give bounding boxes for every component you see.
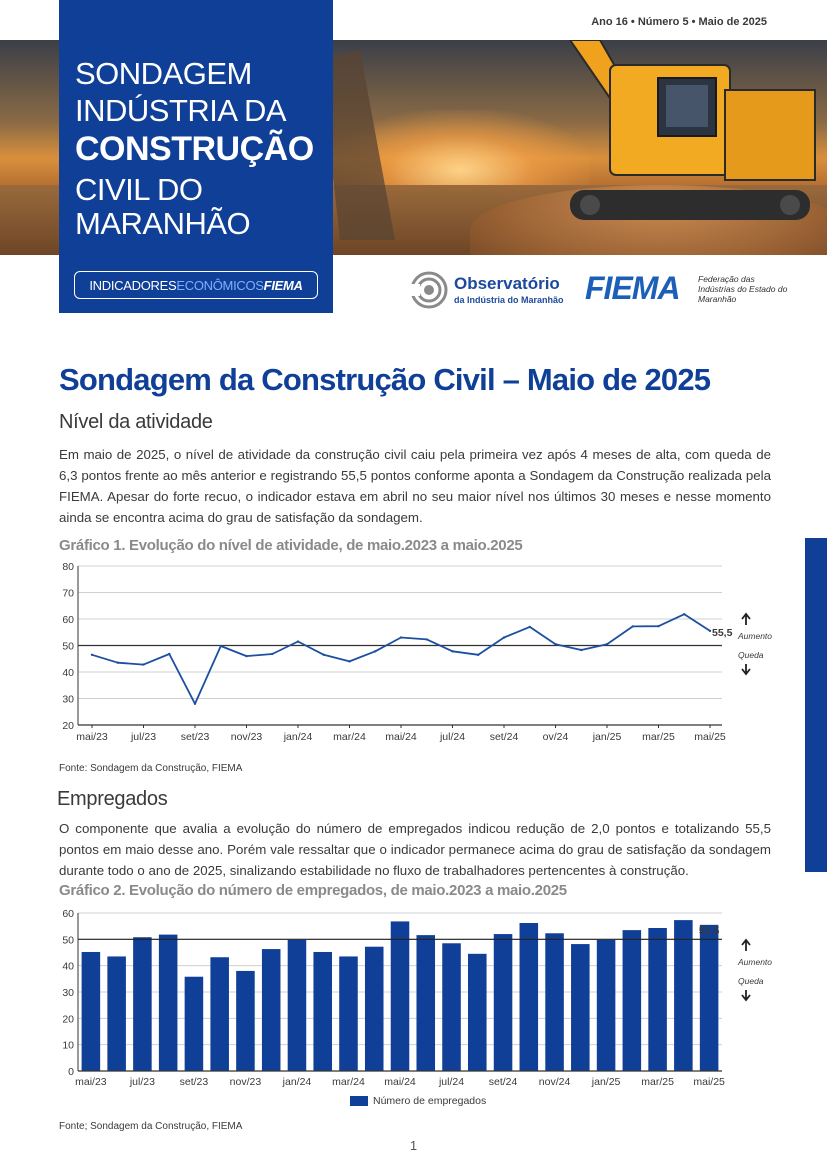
x-tick-label: set/23 xyxy=(180,731,210,743)
employees-bar xyxy=(416,935,435,1071)
x-tick-label: mai/23 xyxy=(76,731,108,743)
data-point xyxy=(451,650,453,652)
y-tick-label: 20 xyxy=(62,720,74,732)
data-point xyxy=(117,662,119,664)
x-tick-label: mar/25 xyxy=(641,1076,674,1088)
arrow-up-icon xyxy=(742,940,750,951)
annotation-up: Aumento xyxy=(738,631,773,641)
employees-bar xyxy=(236,971,255,1071)
x-tick-label: mar/25 xyxy=(642,731,675,743)
annotation-down: Queda xyxy=(738,650,764,660)
fiema-word: FIEMA xyxy=(263,277,303,293)
title-line-4: CIVIL DO xyxy=(75,172,203,207)
data-point xyxy=(245,655,247,657)
employees-bar xyxy=(520,923,539,1071)
chart2-title: Gráfico 2. Evolução do número de empregados, de maio.2023 a maio.2025 xyxy=(59,882,567,899)
indicators-badge xyxy=(74,271,318,299)
employees-bar xyxy=(185,977,204,1071)
employees-bar xyxy=(674,920,693,1071)
y-tick-label: 20 xyxy=(62,1013,74,1026)
chart1-title: Gráfico 1. Evolução do nível de atividade, de maio.2023 a maio.2025 xyxy=(59,537,523,554)
observatorio-name: Observatório xyxy=(454,274,560,293)
arrow-up-icon xyxy=(742,614,750,625)
observatorio-sub: da Indústria do Maranhão xyxy=(454,295,564,305)
employees-bar xyxy=(339,956,358,1071)
employees-bar xyxy=(494,934,513,1071)
x-tick-label: jan/25 xyxy=(592,731,622,743)
paragraph-employees: O componente que avalia a evolução do número de empregados indicou redução de 2,0 pontos e totalizando 55,5 pontos em maio desse ano. Porém vale ressaltar que o indicador permanece acima do grau de satisfação da sondagem durante todo o ano de 2025, sinalizando estabilidade no fluxo de trabalhadores pertencentes à construção. xyxy=(59,821,771,878)
annotation-down: Queda xyxy=(738,976,764,986)
title-line-1: SONDAGEM xyxy=(75,56,252,91)
x-tick-label: jul/24 xyxy=(439,731,466,743)
y-tick-label: 0 xyxy=(68,1066,74,1078)
x-tick-label: mai/25 xyxy=(694,731,726,743)
data-point xyxy=(400,636,402,638)
x-tick-label: jan/24 xyxy=(282,1076,312,1088)
fiema-full-name: Federação das Indústrias do Estado do Maranhão xyxy=(698,274,788,304)
employees-bar xyxy=(288,940,307,1071)
employees-bar xyxy=(391,921,410,1071)
data-point xyxy=(503,636,505,638)
employees-bar xyxy=(468,954,487,1071)
x-tick-label: mar/24 xyxy=(332,1076,365,1088)
data-point xyxy=(709,630,711,632)
chart2-source: Fonte; Sondagem da Construção, FIEMA xyxy=(59,1121,243,1132)
data-point xyxy=(271,653,273,655)
x-tick-label: nov/24 xyxy=(538,1076,571,1088)
employees-bar xyxy=(107,956,126,1071)
data-point xyxy=(632,625,634,627)
data-point xyxy=(426,638,428,640)
y-tick-label: 40 xyxy=(62,667,74,679)
y-tick-label: 30 xyxy=(62,987,74,999)
activity-line-chart xyxy=(0,555,827,755)
title-line-2: INDÚSTRIA DA xyxy=(75,93,287,128)
logos-area xyxy=(410,268,788,314)
y-tick-label: 60 xyxy=(62,908,74,920)
employees-bar xyxy=(700,925,719,1071)
x-tick-label: mai/24 xyxy=(385,731,417,743)
y-tick-label: 50 xyxy=(62,934,74,947)
x-tick-label: jan/24 xyxy=(283,731,313,743)
economicos-word: ECONÔMICOS xyxy=(176,277,264,293)
data-point xyxy=(142,663,144,665)
data-point xyxy=(168,653,170,655)
data-point xyxy=(91,654,93,656)
section-heading-employees: Empregados xyxy=(57,788,168,810)
employees-bar xyxy=(82,952,101,1071)
x-tick-label: nov/23 xyxy=(229,1076,262,1088)
last-value-label: 55,5 xyxy=(712,626,733,639)
y-tick-label: 50 xyxy=(62,640,74,653)
title-box xyxy=(59,0,333,313)
employees-bar xyxy=(313,952,332,1071)
x-tick-label: set/24 xyxy=(488,1076,518,1088)
employees-bar xyxy=(159,935,178,1071)
x-tick-label: mai/23 xyxy=(75,1076,107,1088)
legend-label: Número de empregados xyxy=(373,1095,487,1107)
y-tick-label: 60 xyxy=(62,614,74,626)
employees-bar xyxy=(597,940,616,1071)
data-point xyxy=(220,645,222,647)
y-tick-label: 10 xyxy=(62,1039,74,1052)
excavator-illustration xyxy=(530,40,827,255)
y-tick-label: 80 xyxy=(62,561,74,573)
indicators-word: INDICADORES xyxy=(89,277,177,293)
activity-series-line xyxy=(92,614,710,704)
employees-bar xyxy=(623,930,642,1071)
data-point xyxy=(348,660,350,662)
data-point xyxy=(374,650,376,652)
employees-bar xyxy=(442,943,461,1071)
x-tick-label: jan/25 xyxy=(591,1076,621,1088)
employees-bar xyxy=(262,949,281,1071)
data-point xyxy=(606,643,608,645)
employees-bar xyxy=(648,928,667,1071)
chart1-source: Fonte: Sondagem da Construção, FIEMA xyxy=(59,763,243,774)
x-tick-label: jul/24 xyxy=(438,1076,465,1088)
data-point xyxy=(477,654,479,656)
x-tick-label: set/23 xyxy=(179,1076,209,1088)
employees-bar xyxy=(571,944,590,1071)
x-tick-label: mai/25 xyxy=(693,1076,725,1088)
arrow-down-icon xyxy=(742,990,750,1000)
data-point xyxy=(297,640,299,642)
section-heading-activity: Nível da atividade xyxy=(59,411,213,433)
y-tick-label: 30 xyxy=(62,693,74,706)
title-line-3: CONSTRUÇÃO xyxy=(75,130,314,168)
data-point xyxy=(529,626,531,628)
x-tick-label: jul/23 xyxy=(130,731,157,743)
page-number: 1 xyxy=(409,1138,418,1153)
y-tick-label: 70 xyxy=(62,587,74,600)
paragraph-activity: Em maio de 2025, o nível de atividade da construção civil caiu pela primeira vez após 4 meses de alta, com queda de 6,3 pontos frente ao mês anterior e registrando 55,5 pontos conforme aponta a Sondagem da Construção realizada pela FIEMA. Apesar do forte recuo, o indicador estava em abril no seu maior nível nos últimos 30 meses e nesse momento ainda se encontra acima do grau de satisfação da sondagem. xyxy=(59,447,771,525)
x-tick-label: jul/23 xyxy=(129,1076,155,1088)
legend-swatch xyxy=(350,1096,368,1106)
title-line-5: MARANHÃO xyxy=(75,206,251,241)
x-tick-label: mar/24 xyxy=(333,731,366,743)
employees-bar xyxy=(365,947,384,1071)
data-point xyxy=(554,643,556,645)
fiema-logo: FIEMA xyxy=(585,270,680,306)
employees-bar xyxy=(133,937,152,1071)
data-point xyxy=(323,654,325,656)
data-point xyxy=(657,625,659,627)
x-tick-label: mai/24 xyxy=(384,1076,416,1088)
y-tick-label: 40 xyxy=(62,960,74,973)
data-point xyxy=(194,703,196,705)
employees-bar xyxy=(210,957,229,1071)
page-title: Sondagem da Construção Civil – Maio de 2025 xyxy=(59,362,711,397)
chart2-legend xyxy=(350,1095,486,1107)
annotation-up: Aumento xyxy=(738,957,773,967)
data-point xyxy=(580,649,582,651)
edition-info: Ano 16 • Número 5 • Maio de 2025 xyxy=(591,16,767,28)
arrow-down-icon xyxy=(742,664,750,674)
last-value-label: 55,5 xyxy=(698,924,720,937)
x-tick-label: nov/23 xyxy=(230,731,263,743)
employees-bar xyxy=(545,933,564,1071)
employees-bar-chart xyxy=(0,905,827,1095)
x-tick-label: set/24 xyxy=(489,731,519,743)
data-point xyxy=(683,613,685,615)
observatorio-icon xyxy=(410,270,448,310)
x-tick-label: ov/24 xyxy=(542,731,569,743)
